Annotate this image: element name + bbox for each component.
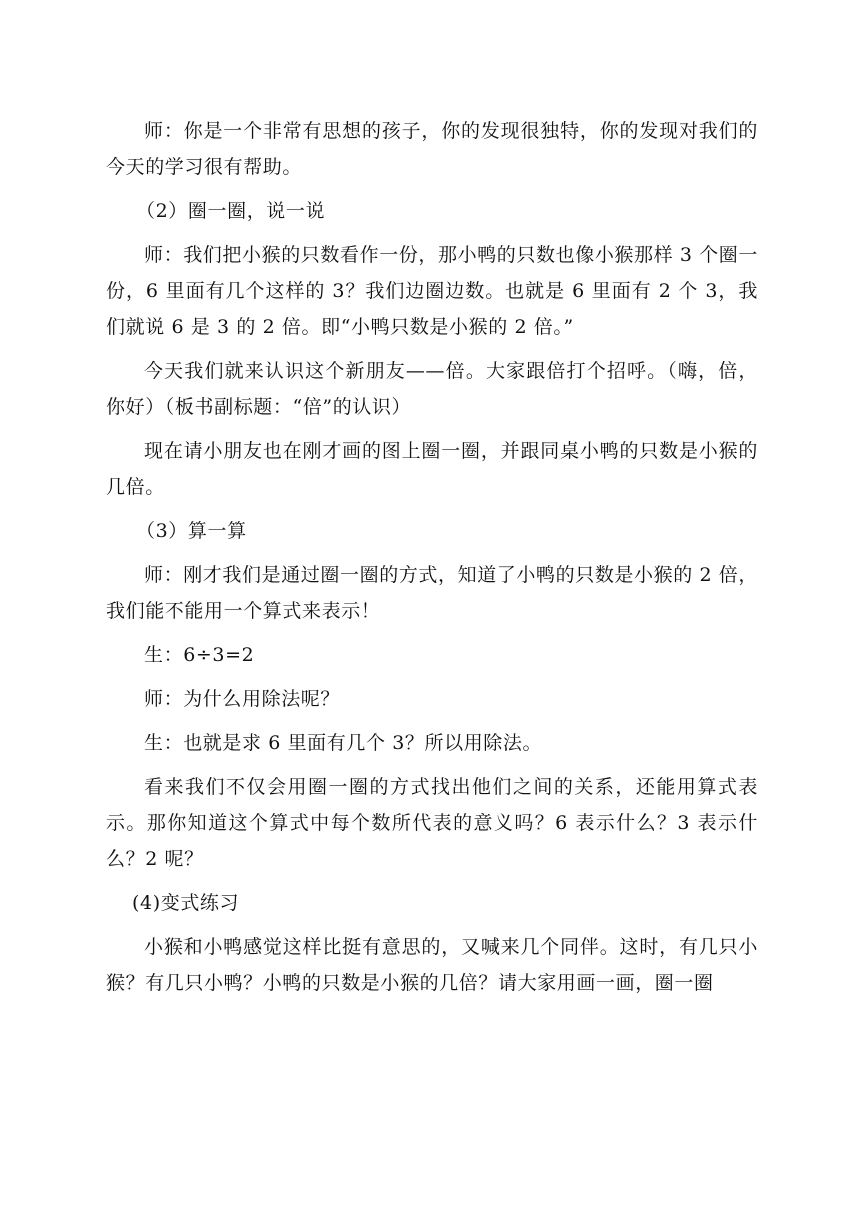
paragraph-teacher-formula: 师：刚才我们是通过圈一圈的方式，知道了小鸭的只数是小猴的 2 倍，我们能不能用一个算式来表示！ bbox=[106, 564, 758, 622]
section-heading-variation-practice: (4)变式练习 bbox=[132, 892, 240, 914]
section-heading-calculate: （3）算一算 bbox=[136, 520, 247, 542]
paragraph-new-friend: 今天我们就来认识这个新朋友——倍。大家跟倍打个招呼。（嗨，倍，你好）（板书副标题：“倍”的认识） bbox=[106, 360, 758, 418]
document-body bbox=[106, 113, 758, 1009]
paragraph-teacher-explain: 师：我们把小猴的只数看作一份，那小鸭的只数也像小猴那样 3 个圈一份，6 里面有几个这样的 3？我们边圈边数。也就是 6 里面有 2 个 3，我们就说 6 是 3 的 2 倍。即“小鸭只数是小猴的 2 倍。” bbox=[106, 244, 758, 338]
paragraph-student-reason: 生：也就是求 6 里面有几个 3？所以用除法。 bbox=[144, 732, 543, 754]
paragraph-circle-exercise: 现在请小朋友也在刚才画的图上圈一圈，并跟同桌小鸭的只数是小猴的几倍。 bbox=[106, 440, 758, 498]
paragraph-meaning: 看来我们不仅会用圈一圈的方式找出他们之间的关系，还能用算式表示。那你知道这个算式中每个数所代表的意义吗？6 表示什么？3 表示什么？2 呢？ bbox=[106, 776, 758, 870]
paragraph-student-answer: 生：6÷3=2 bbox=[144, 644, 255, 666]
paragraph-variation: 小猴和小鸭感觉这样比挺有意思的，又喊来几个同伴。这时，有几只小猴？有几只小鸭？小鸭的只数是小猴的几倍？请大家用画一画，圈一圈 bbox=[106, 936, 758, 994]
paragraph-teacher-question: 师：为什么用除法呢？ bbox=[144, 688, 341, 710]
paragraph-teacher-praise: 师：你是一个非常有思想的孩子，你的发现很独特，你的发现对我们的今天的学习很有帮助。 bbox=[106, 120, 758, 178]
section-heading-circle-and-say: （2）圈一圈，说一说 bbox=[136, 200, 326, 222]
